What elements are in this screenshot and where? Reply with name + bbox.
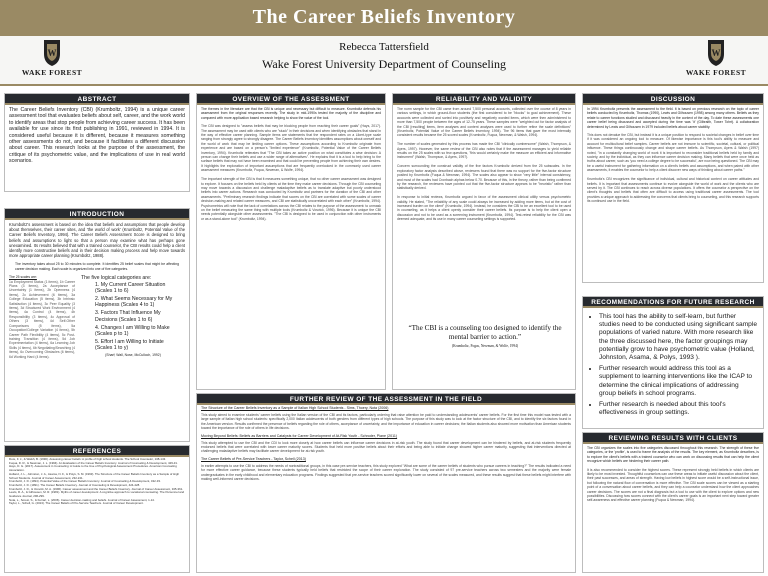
study-body: In earlier attempts to use the CBI to address the needs of nontraditional groups, in this case pre-service teachers, this study explored "What are some of the career beliefs of students who pursue careers in teaching?" The results indicated a need for more effective career guidance, because these students typically held beliefs that restricted the scope of their career exploration. The study consisted of 97 pre-service teachers across two semesters and the majority were female undergraduates in the early childhood and elementary education programs. Findings suggested that pre-service teachers scored significantly lower on several of the scales measured, and these results suggest that these beliefs might interfere with making well-informed career decisions. — [201, 463, 571, 482]
section-heading: RELIABILITY AND VALIDITY — [393, 94, 575, 105]
study-heading: The Structure of the Career Beliefs Inventory as a Sample of Italian High School Students - Sims, Thoery, Nota (2006) — [201, 406, 389, 410]
university-logo-right — [675, 38, 757, 80]
scales-list — [9, 275, 75, 359]
quote-source: (Krumboltz, Fogas, Newman, & Wolfe, 1994) — [451, 344, 519, 348]
logo-wordmark: WAKE FOREST — [21, 68, 83, 77]
abstract-text: The Career Beliefs Inventory (CBI) (Krumboltz, 1994) is a unique career assessment tool that evaluates beliefs about self, career, and the work world to identify areas that stop people from achieving career success. It has been available for use since its first publishing in 1991, reviewed in 1994. It is considered useful because it is different, because it measures something other assessments do not, and because it facilitates a different discussion about career. This research looks at the purpose of the assessment, the critique of its psychometric value, and the implications of use in real world scenarios. — [9, 107, 185, 165]
intro-two-column — [5, 273, 189, 361]
reviewing-body: It is also recommended to consider the highest scores. These represent strongly held beliefs in which clients are likely to be most invested. Thoughtful counselors can use these areas to initiate useful discussion about the client, their past successes, and areas of strength. Having low beliefs in highest score would be a self-instructional issue, but following the natural flow of conversation is more effective. The CBI scale scores can be viewed as a starting point of a conversation about career beliefs, and they can help a counselor understand how the client approaches career decisions. The scores are not a final diagnosis but a tool to use with the client to explore options and new possibilities. Discussing how scores connect with the client's career goals is an important next step toward greater self-awareness and effective career planning (Fuqua & Newman, 1994). — [587, 467, 759, 503]
scale-list-title: The 25 scales are: — [9, 275, 37, 280]
section-heading: INTRODUCTION — [5, 209, 189, 220]
abstract-panel — [4, 93, 190, 192]
list-item: • Further research is needed about this tool's effectiveness in group settings. — [599, 401, 757, 417]
intro-text-secondary: The inventory takes about 25 to 30 minutes to complete. It identifies 25 belief scales that might be affecting career decision making. Each scale is organized into one of five categories. — [15, 262, 179, 271]
section-heading: REVIEWING RESULTS WITH CLIENTS — [583, 433, 763, 444]
categories-box — [81, 275, 185, 359]
author-name: Rebecca Tattersfield — [339, 41, 429, 53]
recommendations-panel — [582, 296, 764, 429]
list-item: 2. What Seems Necessary for My Happiness (Scales 4 to 1) — [95, 295, 173, 309]
study-body: This study attempted to use the CBI and the CDI to look more closely at how career beliefs can influence career decisions in at-risk youth. The study found that career development can be hindered by beliefs, and at-risk students frequently endorsed beliefs that were correlated with lower career maturity scores. Students that held more positive beliefs about their efforts and being able to initiate change showed higher career maturity, suggesting that interventions directed at challenging maladaptive beliefs may facilitate career development for at-risk youth. — [201, 440, 571, 454]
section-heading: DISCUSSION — [583, 94, 763, 105]
reliability-panel — [392, 93, 576, 390]
introduction-panel — [4, 208, 190, 442]
references-panel — [4, 445, 190, 573]
study-body: This study aimed to examine students' career beliefs using the Italian version of the CBI and its factors, particularly ordering that raise attention be paid to understanding adolescents' career beliefs. For the first time this model was tested with a large sample of Italian high school students: specifically 2,000 Italian adolescents of both genders from different types of high schools. The purpose of this study was to look at the factor structure of the CBI, and to identify the six factors found in the American version. Results confirmed the presence of beliefs regarding the role of others, acceptance of uncertainty, and the importance of education in career decisions; the Italian students also showed more motivation than American students toward the importance of the role of others in life decisions. — [201, 413, 571, 431]
shield-icon — [11, 38, 93, 68]
section-heading: REFERENCES — [5, 446, 189, 457]
list-item: 5. Effort I am Willing to Initiate (Scales 1 to y) — [95, 338, 164, 352]
recommendations-list — [583, 308, 763, 417]
shield-icon — [675, 38, 757, 68]
header-rule — [0, 84, 768, 86]
svg-text:W: W — [47, 48, 57, 58]
study-heading: The Career Beliefs of Pre-Service Teachers - Taylor, Schell (2013) — [201, 456, 306, 461]
scale-list-body: 1a Employment Status (1 items), 1b Career Plans (3 items), 2a Acceptance of Uncertainty (1 items), 2b Openness (4 items), 2c Achievement (6 items), 3a College Education (5 items), 3b Intrinsic Satisfaction (4 items), 3c Peer Equality (3 items), 3d Structured Work Environment (4 items), 4a Control (4 items), 4b Responsibility (3 items), 4c Approval of Others (3 items), 4d Self-Other Comparisons (5 items), 5a Occupation/College Variation (4 items), 5b Career Path Flexibility (4 items), 5c Post-training Transition (4 items), 5d Job Experimentation (4 items), 6a Learning Job Skills (4 items), 6b Negotiating/Searching (4 items), 6c Overcoming Obstacles (6 items), 6d Working Hard (4 items). — [9, 279, 75, 359]
overview-panel — [196, 93, 386, 390]
overview-text: The themes in the literature are that the CBI is unique and necessary but difficult to measure. Krumboltz defends his assessment from the original responses recently. The study in mid-1990s tested the majority of the discipline and compared with more application based research helping to show the value of the tool. — [201, 107, 381, 120]
poster-header — [0, 0, 768, 84]
university-logo-left — [11, 38, 93, 80]
list-item: • Further research would address this tool as a supplement to learning interventions like the ICAP to determine the clinical implications of addressing group beliefs in school programs. — [599, 365, 757, 398]
list-item: 1. My Current Career Situation (Scales 1 to 6) — [95, 281, 166, 295]
quote-text: “The CBI is a counseling too designed to identify the mental barrier to action.” — [408, 324, 562, 341]
list-item: • This tool has the ability to self-learn, but further studies need to be conducted using significant sample populations of varied nature. With more research like the three discussed here, the factor groupings may potentially grow to have psychometric value (Holland, Johnston, Asama, & Polys, 1993 ). — [599, 313, 757, 362]
discussion-panel — [582, 93, 764, 283]
categories-note: (Sharf; Wall, Nose, McCulloch, 1992) — [105, 353, 161, 358]
section-heading: ABSTRACT — [5, 94, 189, 105]
categories-title: The five logical categories are: — [81, 275, 152, 282]
reviewing-text: The CBI organizes the scales into five categories discussed throughout this research. The strength of these five categories, or the 'profile', is used to frame the analysis of the results. The key element, as Krumboltz describes, is to explore the client's beliefs with a trained counselor who can work on discussing results that can help the client recognize which beliefs are hindering their career path. — [587, 446, 759, 464]
reliability-body: The norm sample for the CBI came from around 7,500 personal accounts, collected over the course of 8 years in various settings, in which ground-floor students (the first considered to be "blocks" to goal achievement). These accounts were collected and sorted into positively and negatively worded items, which were then administered to more than 7,500 people between the ages of 12-75 years. These samples were "weighted out for factor analysis of the CBI [resulting] items, item analyses and content analyses were used to further refine the scale definitions" (Krumboltz, Potential Value of the Career Beliefs Inventory, 1994). The 96 items that gave the most internally consistent results became the 25 scored scales (Krumboltz, Fuqua, Newman, & Walsh, 1994). The number of scales generated by this process has made the CBI "clinically cumbersome" (Walsh, Thompson, & Ayers, 1997). However, the same review of the CBI also notes that if the assessment manages to yield reliable results on the 25 scales with so few questions, "this would certainly make the measure an efficient and informative instrument" (Walsh, Thompson, & Ayers, 1997). Concern surrounding the construct validity of the five factors Krumboltz derived from the 25 subscales. In the exploratory factor analysis described above, reviewers found that there was no support for the five-factor structure posited by Krumboltz (Fuqua & Newman, 1994). The scales also appear to show "very little" internal consistency, and most of the scales had Cronbach alphas below 0.70. Because of this, in the theory, rather than being confirmed by the research, the reviewers have pointed out that the five-factor structure appears to be "heuristic" rather than statistically derived. In response to initial reviews, Krumboltz argued in favor of the assessment clinical utility versus psychometric validity. He stated, "The reliability of any scale could always be increased by adding more items, but at the cost of increased burden on the client" (Krumboltz, 1994). Instead, he considers the CBI to be an excellent tool to be used in counseling, as it helps a client openly consider their career beliefs. Its purpose is to help the client open a discussion and not to be used as a screening instrument (Krumboltz, 1994). Test-retest reliability for the CBI was deemed adequate, and its use in many career counseling settings is supported. — [397, 107, 571, 222]
affiliation: Wake Forest University Department of Counseling — [262, 57, 506, 71]
discussion-text: In 1994 Krumboltz presents the assessment to the field. It is based on previous research on the topic of career beliefs conducted by Krumboltz, Thomas (1990), Lewis and Gilhousen (1998) among many others. Beliefs as they relate to career functions studied and discussed heavily in the context of the day. To date these assessments one career belief being discussed and accepted during the time was 'it' (Gilbraith, Tower Tohrt). A collaboration determined by Lewis and Gilhousen in 1979 included beliefs about career stability. — [587, 107, 759, 129]
study-heading: Moving Beyond Beliefs: Beliefs as Barriers and Catalysts for Career Development of At-Risk Youth - Schroder, Piane (2011) — [201, 433, 398, 438]
section-heading: OVERVIEW OF THE ASSESSMENT — [197, 94, 385, 105]
categories-list — [81, 282, 185, 352]
overview-body: The CBI was designed to "assess beliefs that may be blocking people from reaching their career goals" (Hays, 2017). The assessment may be used with clients who are "stuck" in their decisions and when identifying obstacles that stand in the way of effective career planning. Sample items are statements that the respondent rates on a Likert-type scale ranging from strongly agree to strongly disagree. The Career Beliefs Inventory identifies assumptions about oneself and the world of work that may be limiting career options. These assumptions according to Krumboltz originate from experience and are based on a person's "limited experience" (Krumboltz, Potential Value of the Career Beliefs Inventory, 1994). Krumboltz reiterates that "The CBI takes an active position on what constitutes a wise decision: A person can change their beliefs and use a wider range of alternatives". He explains that it is a tool to help bring to the surface beliefs that may not have been examined and that could be preventing people from achieving their own desires. It highlights the exploration of important assumptions that are frequently overlooked in the commonly used career assessment measures (Krumboltz, Fuqua, Newman, & Wolfe, 1994). The important strength of the CBI is that it measures something unique, that no other career assessment was designed to explore. It focuses on the beliefs held by clients at the time they make career decisions. Through the CBI counseling may move towards a discussion and challenge maladaptive beliefs as to translate adaptive but poorly understood beliefs into career actions. Research was conducted by Krumboltz and partners for the duration of the CBI and other assessments. "Preliminary research findings indicate that scores on the CBI are correlated with some scales of career decision-making and related career measures, and CBI are statistically uncorrelated with each other" (Krumboltz, 1994). Psychometrics will note that the lack of correlations across the CBI relates to the purpose of the assessment: to unmask on the belief measuring the same thing with multiple tools (Krumboltz & Vosvick, 1996). Because it is unique the CBI needs potentially alongside other assessments. "The CBI is designed to be used in conjunction with other instruments or as a stand-alone tool" (Krumboltz, 1994). — [201, 124, 381, 221]
reviewing-panel — [582, 432, 764, 573]
list-item: 3. Factors That Influence My Decisions (Scales 1 to 6) — [95, 310, 161, 323]
svg-text:W: W — [711, 48, 721, 58]
reference-list: Dore, F. J., & Walsh, B. (1990). Assessing career beliefs: A profile of high school students. The School Counselor, 138-143. Fuqua, D. R., & Newman, J. L. (1994). An Evaluation of the Career Beliefs Inventory. Journal of Counseling & Development, 429-31. Hays, D. G. (2017). Assessment in Counseling: A Guide to the Use of Psychological Assessment Procedures. American Counseling Association. Holland, J. L., Johnston, J. A., Asama, N. F., & Polys, S. M. (1993). The Structure of the Career Beliefs Inventory as a Sample of High School Students. Journal of Career Assessment, 232-241. Krumboltz, J. D. (1994). Potential Value of the Career Beliefs Inventory. Journal of Counseling & Development, 432-33. Krumboltz, J. D. (1991). The Career Beliefs Inventory. Journal of Counseling & Development, 424-428. Krumboltz, J. D., & Vosvick, M. A. (1996). Career assessment and the Career Beliefs Inventory. Journal of Career Assessment, 345-361. Lewis, R. A., & Gilhousen, M. R. (1981). Myths of career development: A cognitive approach to vocational counseling. The Personnel and Guidance Journal, 296-299. Nota, L., Soresi, S., & Ferrari, L. (2006). Career decision-making and beliefs. Journal of Career Assessment, 1-14. Taylor, L., Schell, G. (2013). The Career Beliefs of Pre-Service Teachers. Journal of Career Development. — [9, 457, 185, 506]
logo-wordmark: WAKE FOREST — [685, 68, 747, 77]
section-heading: FURTHER REVIEW OF THE ASSESSMENT IN THE FIELD — [197, 394, 575, 405]
discussion-body: This does not devalue the CBI, but instead it is a unique position to respond to societal changes in belief over time if it was considered an ongoing tool to measure. Of likewise importance is this tool's ability to measure and account for multicultural belief samples. Career beliefs are not immune to scientific, societal, cultural, or political influence. These things continuously change and shape career beliefs. As Thompson, Ayers & Walsh (1997) noted, "in a constantly changing world of work it is important to reconsider traditional beliefs held by family and society, and by the individual, as they can influence career decision making. Many beliefs that were once held as truths about career, such as 'you need a college degree to be successful', are now being questioned. The CBI may be a useful instrument for gathering information on a client's beliefs and assumptions, and when paired with other assessments, it enables the counselor to help a client discover new ways of thinking about career paths." Krumboltz's CBI recognizes the significance of individual, cultural and historical context on career attitudes and beliefs. It is important that assessments continue to evolve alongside the world of work and the clients who are served by it. The CBI continues to reach across diverse populations. It offers the counselor a perspective on the client's thoughts and beliefs that often are difficult to access using traditional career assessments. The tool provides a unique approach to addressing the concerns that clients bring to counseling, and this research supports its continued use in the field. — [587, 133, 759, 204]
further-review-panel — [196, 393, 576, 573]
section-heading: RECOMMENDATIONS FOR FUTURE RESEARCH — [583, 297, 763, 308]
intro-text: Krumboltz's assessment is based on the idea that beliefs and assumptions that people develop about themselves, their career sites, and 'the world of work' (Krumboltz, Potential Value of the Career Beliefs Inventory, 1994). The Career Beliefs Assessment Score is designed to bring beliefs and assumptions to light so that a person may examine what has perhaps gone unexamined. Its results believed that with a trained counselor, the CBI results could help a client identify more constructive beliefs and in their decision making process and help move towards more appropriate career planning (Krumboltz, 1988). — [9, 222, 185, 259]
pull-quote — [403, 324, 567, 351]
list-item: 4. Changes I am Willing to Make (Scales p to 1) — [95, 324, 170, 337]
poster-title: The Career Beliefs Inventory — [252, 6, 516, 28]
